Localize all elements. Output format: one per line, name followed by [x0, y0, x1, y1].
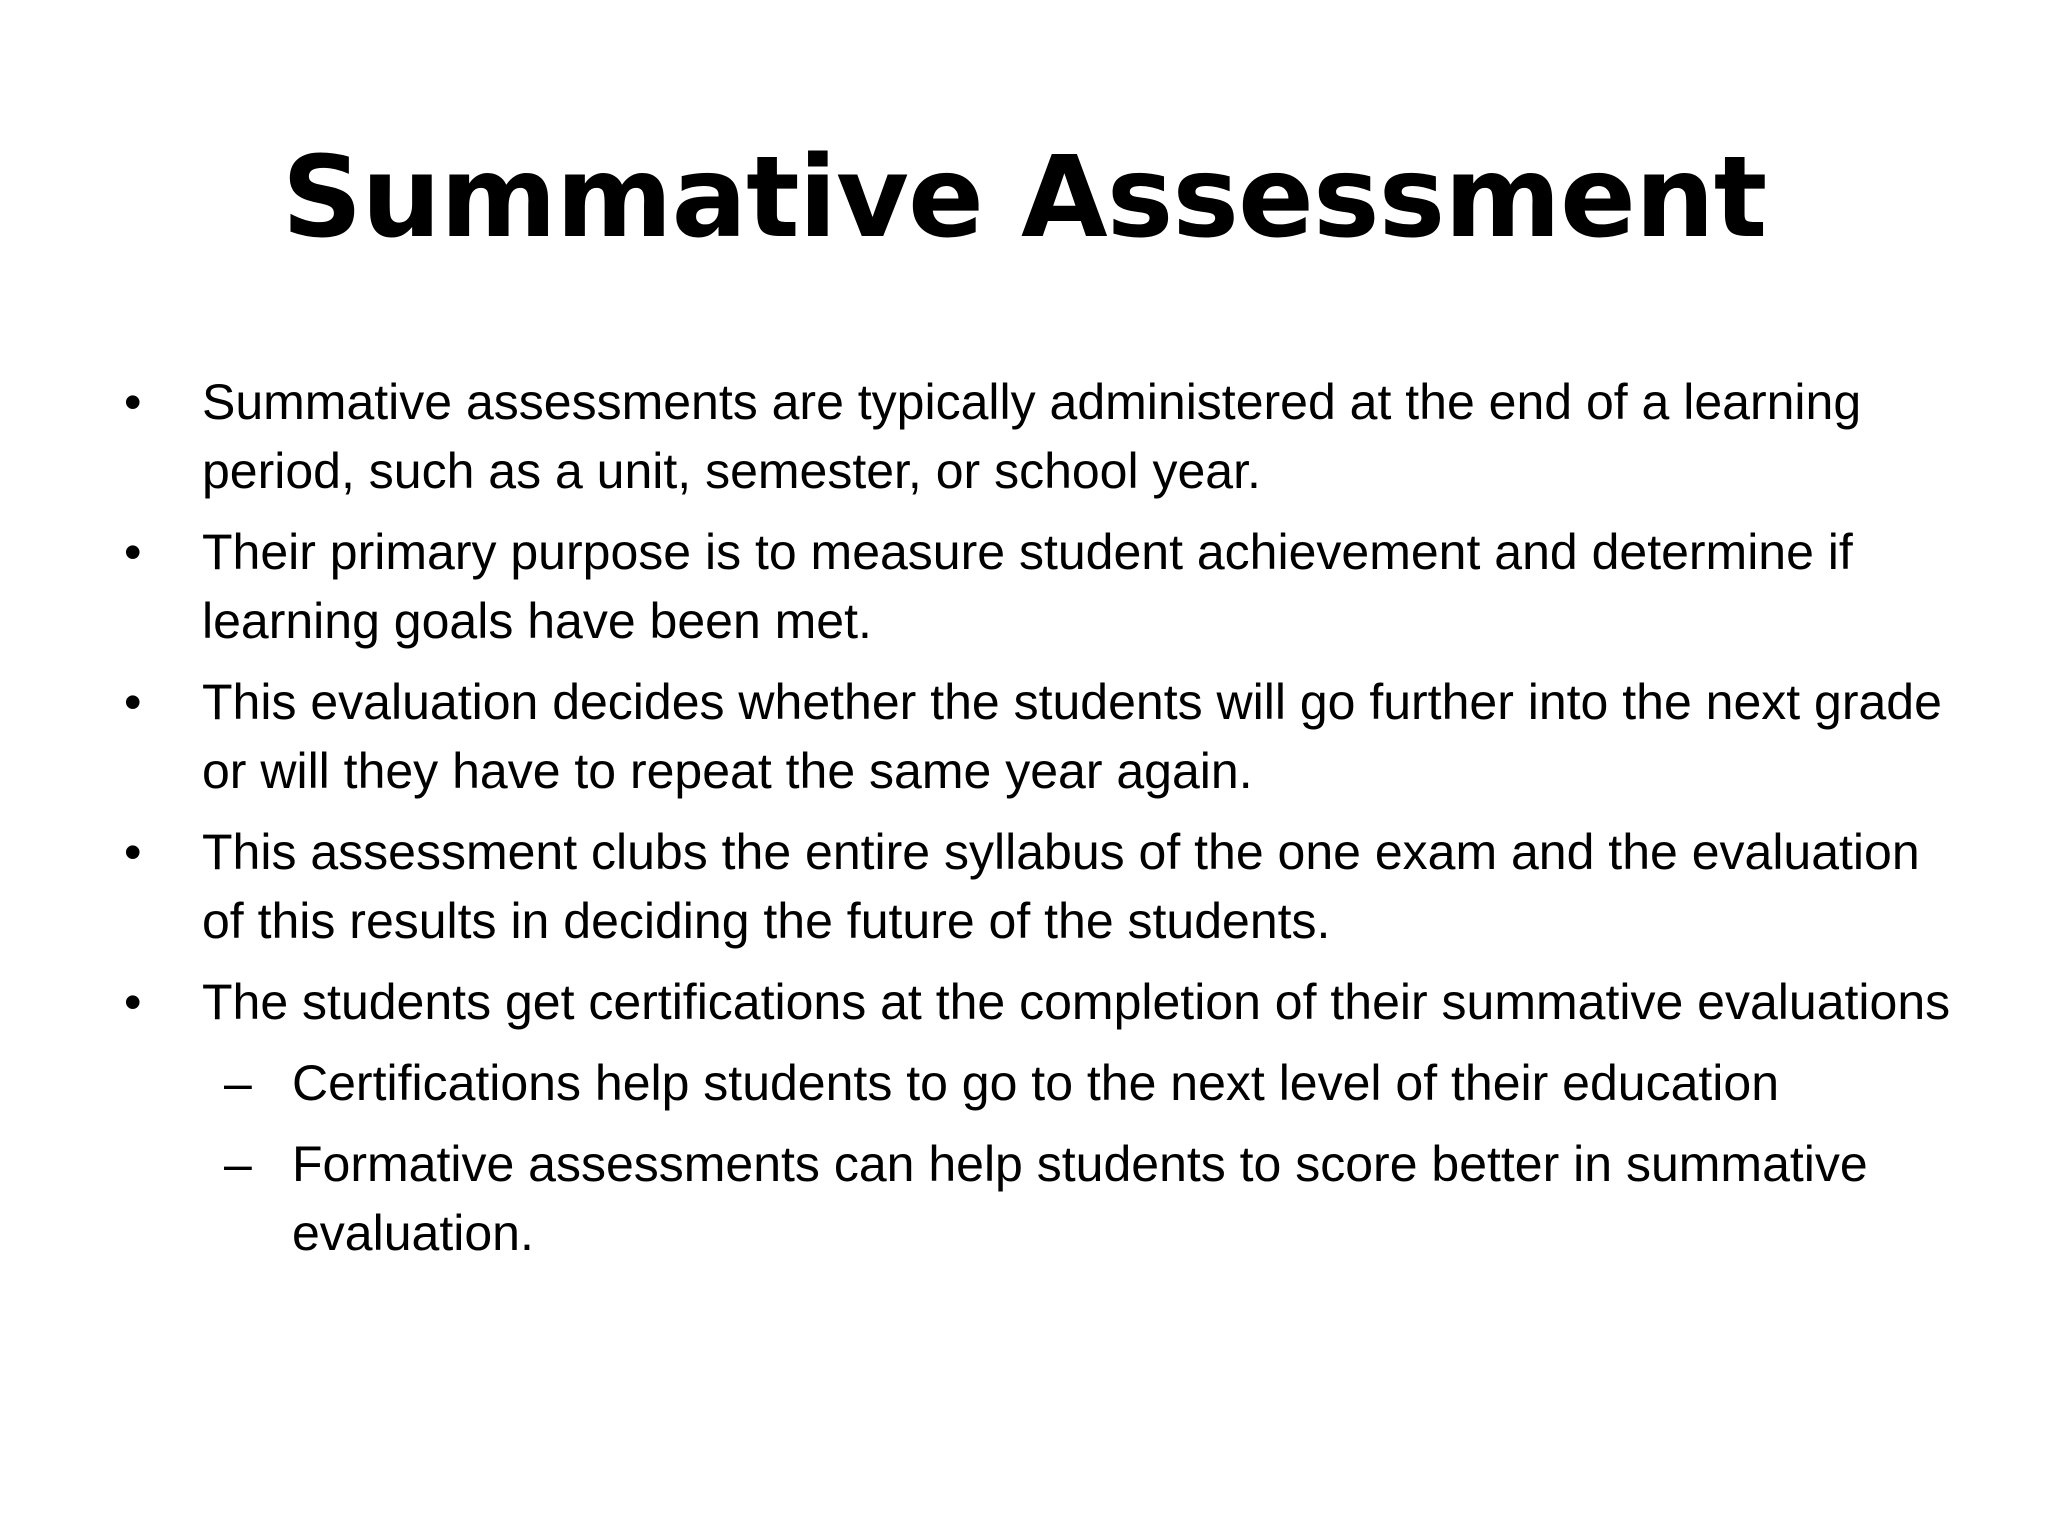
bullet-text: This assessment clubs the entire syllabus of the one exam and the evaluation of this results in deciding the future of the students.: [202, 824, 1920, 949]
bullet-marker: •: [124, 374, 142, 430]
bullet-item: [120, 518, 1960, 656]
sub-bullet-item: [120, 1130, 1960, 1268]
bullet-text: The students get certifications at the completion of their summative evaluations: [202, 974, 1951, 1030]
sub-bullet-list: [120, 1049, 1960, 1268]
bullet-text: Their primary purpose is to measure student achievement and determine if learning goals have been met.: [202, 524, 1853, 649]
bullet-item: [120, 968, 1960, 1268]
bullet-item: [120, 668, 1960, 806]
sub-bullet-item: [120, 1049, 1960, 1118]
sub-bullet-text: Formative assessments can help students to score better in summative evaluation.: [292, 1136, 1868, 1261]
bullet-text: Summative assessments are typically administered at the end of a learning period, such as a unit, semester, or school year.: [202, 374, 1862, 499]
bullet-item: [120, 818, 1960, 956]
sub-bullet-marker: –: [224, 1136, 252, 1192]
bullet-item: [120, 368, 1960, 506]
bullet-text: This evaluation decides whether the students will go further into the next grade or will they have to repeat the same year again.: [202, 674, 1942, 799]
bullet-marker: •: [124, 974, 142, 1030]
sub-bullet-marker: –: [224, 1055, 252, 1111]
sub-bullet-text: Certifications help students to go to the next level of their education: [292, 1055, 1780, 1111]
bullet-list: [120, 368, 1960, 1280]
bullet-marker: •: [124, 824, 142, 880]
slide-title: Summative Assessment: [281, 133, 1767, 263]
bullet-marker: •: [124, 674, 142, 730]
bullet-marker: •: [124, 524, 142, 580]
